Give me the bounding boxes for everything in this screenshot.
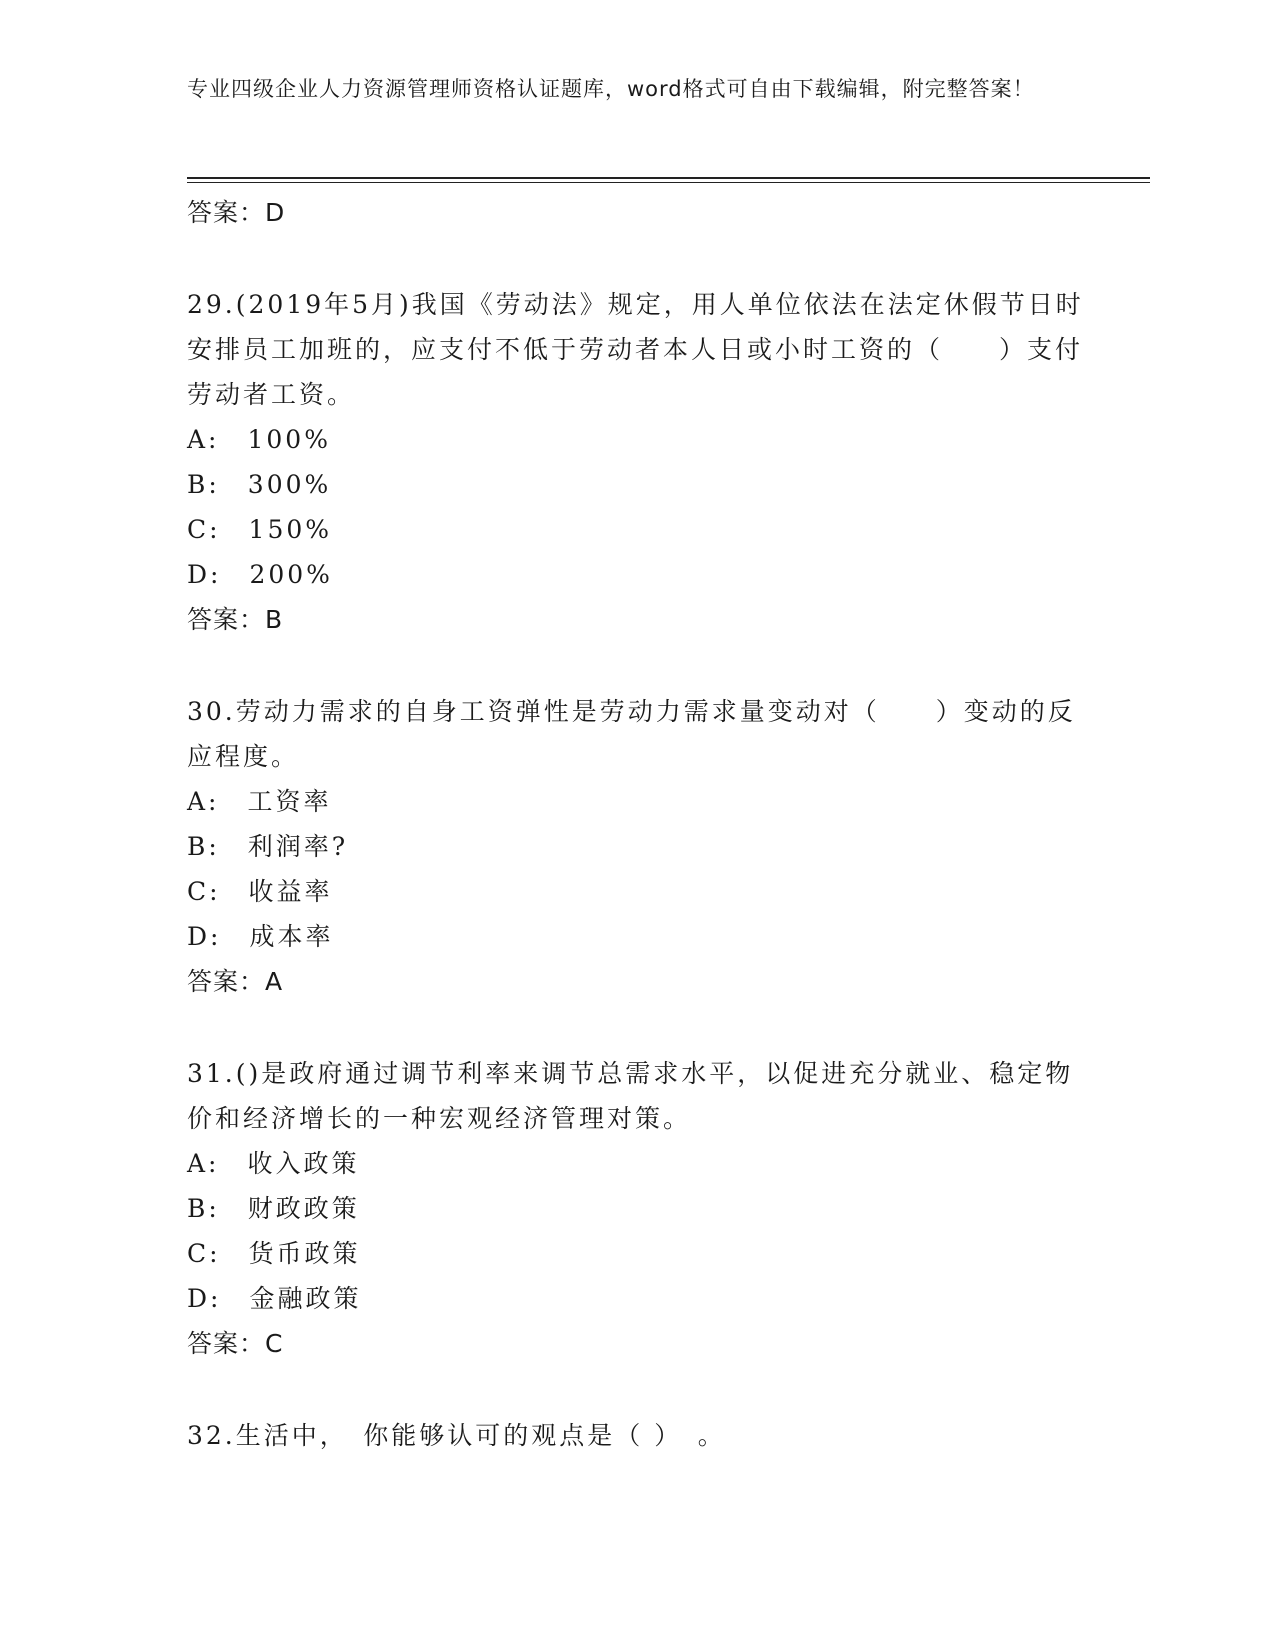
option-b: B: 300% bbox=[187, 470, 332, 499]
option-a: A: 100% bbox=[187, 425, 331, 454]
header-rule-thin bbox=[187, 182, 1150, 183]
option-c: C: 150% bbox=[187, 515, 333, 544]
header-rule-thick bbox=[187, 177, 1150, 179]
answer-line: 答案：A bbox=[187, 967, 284, 996]
question-block bbox=[187, 1051, 1087, 1366]
option-d: D: 成本率 bbox=[187, 922, 334, 951]
question-text: 32.生活中， 你能够认可的观点是（ ） 。 bbox=[187, 1421, 726, 1450]
option-c: C: 货币政策 bbox=[187, 1239, 361, 1268]
option-d: D: 金融政策 bbox=[187, 1284, 362, 1313]
question-text: 30.劳动力需求的自身工资弹性是劳动力需求量变动对（ ）变动的反应程度。 bbox=[187, 697, 1076, 771]
question-text: 31.()是政府通过调节利率来调节总需求水平，以促进充分就业、稳定物价和经济增长的一种宏观经济管理对策。 bbox=[187, 1059, 1074, 1133]
page-header: 专业四级企业人力资源管理师资格认证题库，word格式可自由下载编辑，附完整答案！ bbox=[187, 77, 1035, 101]
answer-line: 答案：C bbox=[187, 1329, 284, 1358]
question-block bbox=[187, 1413, 1087, 1458]
question-text: 29.(2019年5月)我国《劳动法》规定，用人单位依法在法定休假节日时安排员工加班的，应支付不低于劳动者本人日或小时工资的（ ）支付劳动者工资。 bbox=[187, 290, 1084, 409]
question-list bbox=[187, 190, 1087, 1458]
question-block bbox=[187, 689, 1087, 1004]
question-block bbox=[187, 282, 1087, 642]
option-a: A: 收入政策 bbox=[187, 1149, 360, 1178]
option-a: A: 工资率 bbox=[187, 787, 332, 816]
option-c: C: 收益率 bbox=[187, 877, 333, 906]
answer-line: 答案：B bbox=[187, 605, 284, 634]
option-b: B: 利润率? bbox=[187, 832, 349, 861]
answer-line: 答案：D bbox=[187, 198, 286, 227]
option-b: B: 财政政策 bbox=[187, 1194, 360, 1223]
option-d: D: 200% bbox=[187, 560, 333, 589]
